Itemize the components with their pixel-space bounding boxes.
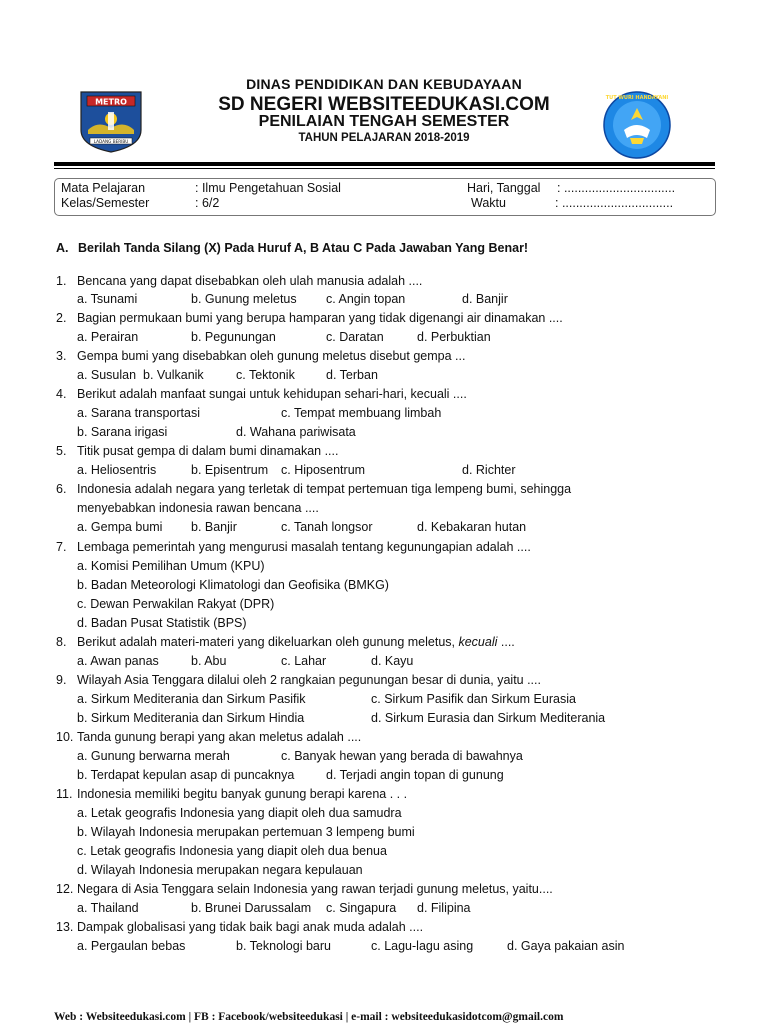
option-c: c. Letak geografis Indonesia yang diapit oleh dua benua (77, 844, 387, 858)
option-b: b. Pegunungan (191, 330, 276, 344)
option-a: a. Thailand (77, 901, 139, 915)
subject-value: : Ilmu Pengetahuan Sosial (195, 181, 341, 195)
option-d: d. Perbuktian (417, 330, 491, 344)
question-number: 12. (56, 882, 74, 896)
question-text: Bagian permukaan bumi yang berupa hamparan yang tidak digenangi air dinamakan .... (77, 311, 563, 325)
option-c: c. Lahar (281, 654, 327, 668)
option-c: c. Tektonik (236, 368, 295, 382)
header-school-year: TAHUN PELAJARAN 2018-2019 (298, 132, 470, 144)
option-a: a. Letak geografis Indonesia yang diapit oleh dua samudra (77, 806, 402, 820)
header-divider-thick (54, 162, 715, 166)
question-text-end: .... (500, 635, 515, 649)
date-label: Hari, Tanggal (467, 181, 541, 195)
question-text: Indonesia adalah negara yang terletak di tempat pertemuan tiga lempeng bumi, sehingga (77, 482, 572, 496)
option-b: b. Badan Meteorologi Klimatologi dan Geofisika (BMKG) (77, 578, 389, 592)
question-text (77, 635, 515, 649)
question-number: 2. (56, 311, 67, 325)
class-label: Kelas/Semester (61, 196, 150, 210)
question-text: Berikut adalah manfaat sungai untuk kehidupan sehari-hari, kecuali .... (77, 387, 467, 401)
question-number: 1. (56, 274, 67, 288)
section-instruction: Berilah Tanda Silang (X) Pada Huruf A, B Atau C Pada Jawaban Yang Benar! (78, 241, 529, 255)
option-b: b. Gunung meletus (191, 292, 297, 306)
option-c: c. Hiposentrum (281, 463, 366, 477)
option-a: a. Gempa bumi (77, 520, 163, 534)
question-text: Negara di Asia Tenggara selain Indonesia yang rawan terjadi gunung meletus, yaitu.... (77, 882, 553, 896)
option-b: b. Abu (191, 654, 227, 668)
emblem-motto: LADANG BERIBU (93, 139, 129, 144)
question-text-continued: menyebabkan indonesia rawan bencana .... (77, 501, 319, 515)
question-text: Wilayah Asia Tenggara dilalui oleh 2 rangkaian pegunungan besar di dunia, yaitu .... (77, 673, 541, 687)
option-b: b. Wilayah Indonesia merupakan pertemuan 3 lempeng bumi (77, 825, 415, 839)
header-agency: DINAS PENDIDIKAN DAN KEBUDAYAAN (246, 76, 522, 92)
option-c: c. Banyak hewan yang berada di bawahnya (281, 749, 523, 763)
option-d: d. Filipina (417, 901, 471, 915)
question-number: 11. (56, 787, 73, 801)
option-b: b. Teknologi baru (236, 939, 331, 953)
question-text-emphasis: kecuali (458, 635, 498, 649)
header-school: SD NEGERI WEBSITEEDUKASI.COM (218, 94, 550, 115)
option-c: c. Dewan Perwakilan Rakyat (DPR) (77, 597, 275, 611)
option-b: b. Vulkanik (143, 368, 204, 382)
header-divider-thin (54, 168, 715, 169)
time-value: : ................................ (555, 196, 674, 210)
option-a: a. Tsunami (77, 292, 138, 306)
option-c: c. Singapura (326, 901, 397, 915)
option-d: d. Kayu (371, 654, 414, 668)
option-a: a. Gunung berwarna merah (77, 749, 230, 763)
option-a: a. Perairan (77, 330, 139, 344)
logo-text: TUT WURI HANDAYANI (605, 95, 669, 101)
option-d: d. Terjadi angin topan di gunung (326, 768, 504, 782)
question-number: 6. (56, 482, 67, 496)
exam-info-box (54, 178, 716, 216)
subject-label: Mata Pelajaran (61, 181, 146, 195)
question-number: 5. (56, 444, 67, 458)
section-title (56, 241, 528, 255)
option-d: d. Banjir (462, 292, 508, 306)
option-c: c. Lagu-lagu asing (371, 939, 474, 953)
option-d: d. Gaya pakaian asin (507, 939, 625, 953)
question-text-main: Berikut adalah materi-materi yang dikeluarkan oleh gunung meletus, (77, 635, 455, 649)
date-value: : ................................ (557, 181, 676, 195)
option-a: a. Pergaulan bebas (77, 939, 186, 953)
option-d: d. Richter (462, 463, 516, 477)
header-exam-title: PENILAIAN TENGAH SEMESTER (258, 113, 510, 130)
option-d: d. Sirkum Eurasia dan Sirkum Mediterania (371, 711, 606, 725)
option-b: b. Sirkum Mediterania dan Sirkum Hindia (77, 711, 305, 725)
option-c: c. Daratan (326, 330, 384, 344)
question-text: Indonesia memiliki begitu banyak gunung berapi karena . . . (77, 787, 408, 801)
option-d: d. Wahana pariwisata (236, 425, 356, 439)
option-c: c. Tanah longsor (281, 520, 373, 534)
option-a: a. Awan panas (77, 654, 159, 668)
option-c: c. Angin topan (326, 292, 406, 306)
section-letter: A. (56, 241, 69, 255)
question-number: 4. (56, 387, 67, 401)
question-text: Gempa bumi yang disebabkan oleh gunung meletus disebut gempa ... (77, 349, 466, 363)
option-b: b. Sarana irigasi (77, 425, 168, 439)
question-number: 9. (56, 673, 67, 687)
option-a: a. Komisi Pemilihan Umum (KPU) (77, 559, 265, 573)
question-text: Titik pusat gempa di dalam bumi dinamakan .... (77, 444, 339, 458)
question-number: 13. (56, 920, 74, 934)
page-footer: Web : Websiteedukasi.com | FB : Facebook/websiteedukasi | e-mail : websiteedukasidotcom@gmail.com (54, 1011, 564, 1023)
option-d: d. Badan Pusat Statistik (BPS) (77, 616, 247, 630)
option-c: c. Sirkum Pasifik dan Sirkum Eurasia (371, 692, 576, 706)
option-b: b. Episentrum (191, 463, 269, 477)
option-d: d. Wilayah Indonesia merupakan negara kepulauan (77, 863, 363, 877)
question-number: 8. (56, 635, 67, 649)
class-value: : 6/2 (195, 196, 220, 210)
question-text: Dampak globalisasi yang tidak baik bagi anak muda adalah .... (77, 920, 424, 934)
question-text: Bencana yang dapat disebabkan oleh ulah manusia adalah .... (77, 274, 423, 288)
option-a: a. Susulan (77, 368, 137, 382)
option-c: c. Tempat membuang limbah (281, 406, 442, 420)
question-text: Tanda gunung berapi yang akan meletus adalah .... (77, 730, 362, 744)
question-text: Lembaga pemerintah yang mengurusi masalah tentang kegunungapian adalah .... (77, 540, 531, 554)
option-b: b. Brunei Darussalam (191, 901, 312, 915)
option-a: a. Heliosentris (77, 463, 157, 477)
option-d: d. Kebakaran hutan (417, 520, 527, 534)
option-a: a. Sirkum Mediterania dan Sirkum Pasifik (77, 692, 306, 706)
question-number: 7. (56, 540, 67, 554)
emblem-text: METRO (95, 97, 127, 107)
option-b: b. Banjir (191, 520, 237, 534)
question-number: 10. (56, 730, 74, 744)
option-b: b. Terdapat kepulan asap di puncaknya (77, 768, 295, 782)
option-a: a. Sarana transportasi (77, 406, 200, 420)
time-label: Waktu (471, 196, 506, 210)
option-d: d. Terban (326, 368, 378, 382)
question-number: 3. (56, 349, 67, 363)
